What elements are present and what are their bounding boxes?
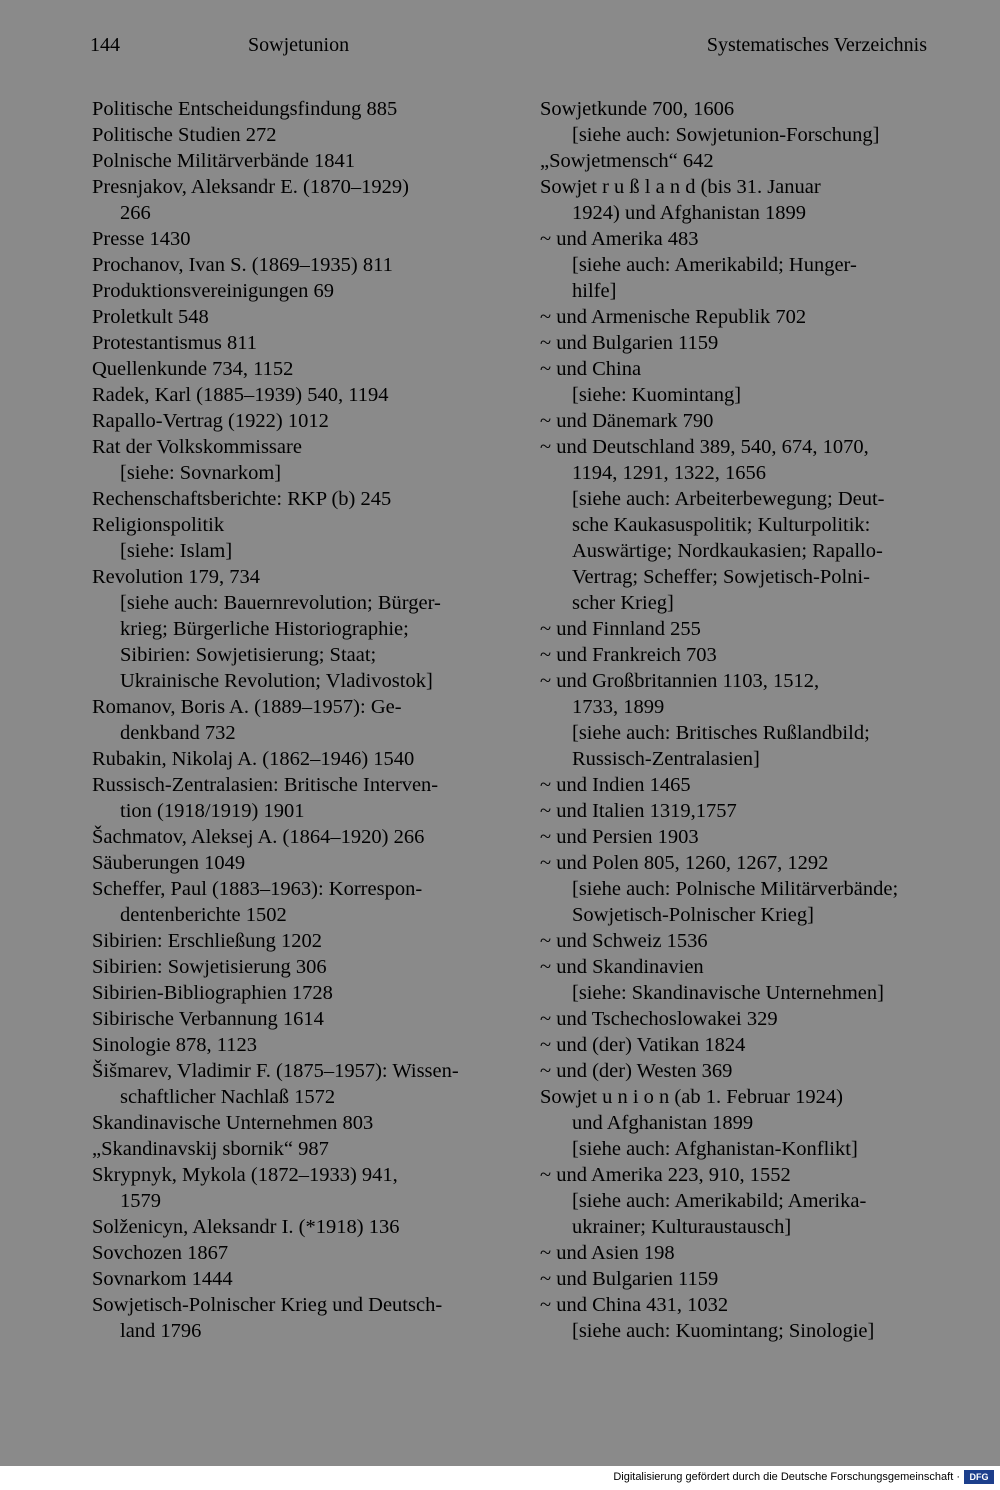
index-entry: Sinologie 878, 1123 [92, 1034, 257, 1056]
index-entry: „Sowjetmensch“ 642 [540, 150, 714, 172]
index-entry: ~ und (der) Westen 369 [540, 1060, 733, 1082]
index-entry: Skrypnyk, Mykola (1872–1933) 941, [92, 1164, 398, 1186]
index-entry-continuation: [siehe: Skandinavische Unternehmen] [572, 982, 884, 1004]
index-entry-continuation: [siehe auch: Amerikabild; Hunger- [572, 254, 857, 276]
index-entry: Säuberungen 1049 [92, 852, 246, 874]
index-entry-continuation: scher Krieg] [572, 592, 674, 614]
page-number: 144 [90, 34, 120, 56]
index-entry: Radek, Karl (1885–1939) 540, 1194 [92, 384, 389, 406]
index-entry: ~ und Armenische Republik 702 [540, 306, 807, 328]
index-entry-continuation: 1924) und Afghanistan 1899 [572, 202, 807, 224]
index-entry: ~ und (der) Vatikan 1824 [540, 1034, 746, 1056]
index-entry: ~ und Frankreich 703 [540, 644, 717, 666]
index-entry-continuation: Sowjetisch-Polnischer Krieg] [572, 904, 814, 926]
index-entry-continuation: [siehe auch: Afghanistan-Konflikt] [572, 1138, 858, 1160]
index-entry-continuation: [siehe: Kuomintang] [572, 384, 742, 406]
index-entry: Russisch-Zentralasien: Britische Interven- [92, 774, 439, 796]
index-entry: Rubakin, Nikolaj A. (1862–1946) 1540 [92, 748, 415, 770]
index-entry: Sibirische Verbannung 1614 [92, 1008, 324, 1030]
index-entry: ~ und Schweiz 1536 [540, 930, 708, 952]
index-entry-continuation: [siehe: Islam] [120, 540, 233, 562]
index-entry-continuation: Sibirien: Sowjetisierung; Staat; [120, 644, 377, 666]
index-entry-continuation: hilfe] [572, 280, 617, 302]
index-entry-continuation: 1733, 1899 [572, 696, 665, 718]
index-entry-continuation: dentenberichte 1502 [120, 904, 287, 926]
index-entry-continuation: 1579 [120, 1190, 161, 1212]
index-entry: ~ und Großbritannien 1103, 1512, [540, 670, 820, 692]
index-entry-continuation: sche Kaukasuspolitik; Kulturpolitik: [572, 514, 871, 536]
index-entry: ~ und Polen 805, 1260, 1267, 1292 [540, 852, 829, 874]
index-entry-continuation: denkband 732 [120, 722, 236, 744]
running-title: Sowjetunion [248, 34, 350, 56]
index-entry: ~ und Persien 1903 [540, 826, 699, 848]
index-entry-continuation: schaftlicher Nachlaß 1572 [120, 1086, 336, 1108]
index-column-right [540, 96, 960, 1344]
index-entry-continuation: 266 [120, 202, 151, 224]
index-entry: Sibirien-Bibliographien 1728 [92, 982, 333, 1004]
dfg-logo: DFG [964, 1470, 994, 1484]
index-entry: Sovnarkom 1444 [92, 1268, 233, 1290]
index-entry: ~ und Tschechoslowakei 329 [540, 1008, 778, 1030]
index-entry-continuation: Vertrag; Scheffer; Sowjetisch-Polni- [572, 566, 870, 588]
index-entry: Quellenkunde 734, 1152 [92, 358, 294, 380]
index-entry: ~ und China [540, 358, 642, 380]
index-entry-continuation: Auswärtige; Nordkaukasien; Rapallo- [572, 540, 883, 562]
index-entry: ~ und Amerika 223, 910, 1552 [540, 1164, 791, 1186]
index-entry: Protestantismus 811 [92, 332, 257, 354]
index-entry: Presnjakov, Aleksandr E. (1870–1929) [92, 176, 409, 198]
index-entry: Rechenschaftsberichte: RKP (b) 245 [92, 488, 392, 510]
funding-credit: Digitalisierung gefördert durch die Deutsche Forschungsgemeinschaft · [613, 1471, 960, 1483]
index-entry: Proletkult 548 [92, 306, 209, 328]
index-entry-continuation: [siehe auch: Britisches Rußlandbild; [572, 722, 870, 744]
index-entry-continuation: [siehe auch: Polnische Militärverbände; [572, 878, 899, 900]
index-entry: Solženicyn, Aleksandr I. (*1918) 136 [92, 1216, 400, 1238]
index-entry-continuation: 1194, 1291, 1322, 1656 [572, 462, 766, 484]
index-entry: Religionspolitik [92, 514, 225, 536]
index-entry: ~ und Bulgarien 1159 [540, 1268, 719, 1290]
index-entry-continuation: [siehe auch: Amerikabild; Amerika- [572, 1190, 867, 1212]
index-entry: ~ und Finnland 255 [540, 618, 701, 640]
index-entry-continuation: Russisch-Zentralasien] [572, 748, 760, 770]
index-entry: Romanov, Boris A. (1889–1957): Ge- [92, 696, 402, 718]
index-entry: Sibirien: Erschließung 1202 [92, 930, 323, 952]
index-entry: ~ und Dänemark 790 [540, 410, 714, 432]
index-entry-continuation: ukrainer; Kulturaustausch] [572, 1216, 792, 1238]
index-entry-continuation: und Afghanistan 1899 [572, 1112, 754, 1134]
index-entry: Presse 1430 [92, 228, 191, 250]
index-entry: Šišmarev, Vladimir F. (1875–1957): Wissen- [92, 1060, 459, 1082]
index-entry: Sovchozen 1867 [92, 1242, 229, 1264]
index-entry-continuation: [siehe: Sovnarkom] [120, 462, 282, 484]
index-entry: Sowjetisch-Polnischer Krieg und Deutsch- [92, 1294, 443, 1316]
index-entry: Skandinavische Unternehmen 803 [92, 1112, 374, 1134]
index-entry-continuation: land 1796 [120, 1320, 202, 1342]
index-entry: Sowjet r u ß l a n d (bis 31. Januar [540, 176, 821, 198]
index-entry-continuation: tion (1918/1919) 1901 [120, 800, 305, 822]
index-entry-continuation: krieg; Bürgerliche Historiographie; [120, 618, 409, 640]
index-entry-continuation: [siehe auch: Bauernrevolution; Bürger- [120, 592, 441, 614]
index-entry: Prochanov, Ivan S. (1869–1935) 811 [92, 254, 393, 276]
index-entry: ~ und Amerika 483 [540, 228, 699, 250]
index-entry: Produktionsvereinigungen 69 [92, 280, 334, 302]
index-entry: Sibirien: Sowjetisierung 306 [92, 956, 327, 978]
section-title: Systematisches Verzeichnis [706, 34, 927, 56]
index-entry: Politische Entscheidungsfindung 885 [92, 98, 398, 120]
index-entry: ~ und Italien 1319,1757 [540, 800, 737, 822]
index-entry: ~ und Indien 1465 [540, 774, 691, 796]
index-entry: Scheffer, Paul (1883–1963): Korrespon- [92, 878, 423, 900]
index-column-left [92, 96, 522, 1344]
index-entry: „Skandinavskij sbornik“ 987 [92, 1138, 329, 1160]
index-entry: ~ und Deutschland 389, 540, 674, 1070, [540, 436, 869, 458]
index-entry: Rat der Volkskommissare [92, 436, 302, 458]
footer-bar [0, 1466, 1000, 1490]
index-entry-continuation: [siehe auch: Arbeiterbewegung; Deut- [572, 488, 885, 510]
index-entry: Šachmatov, Aleksej A. (1864–1920) 266 [92, 826, 425, 848]
index-entry: ~ und Bulgarien 1159 [540, 332, 719, 354]
index-entry-continuation: [siehe auch: Sowjetunion-Forschung] [572, 124, 880, 146]
index-entry: Rapallo-Vertrag (1922) 1012 [92, 410, 329, 432]
index-entry-continuation: [siehe auch: Kuomintang; Sinologie] [572, 1320, 875, 1342]
index-entry: Sowjet u n i o n (ab 1. Februar 1924) [540, 1086, 843, 1108]
index-entry: ~ und Asien 198 [540, 1242, 675, 1264]
index-entry: ~ und Skandinavien [540, 956, 704, 978]
index-entry: Politische Studien 272 [92, 124, 277, 146]
index-entry: Polnische Militärverbände 1841 [92, 150, 356, 172]
index-entry: Sowjetkunde 700, 1606 [540, 98, 735, 120]
index-entry-continuation: Ukrainische Revolution; Vladivostok] [120, 670, 433, 692]
index-entry: Revolution 179, 734 [92, 566, 260, 588]
index-entry: ~ und China 431, 1032 [540, 1294, 729, 1316]
